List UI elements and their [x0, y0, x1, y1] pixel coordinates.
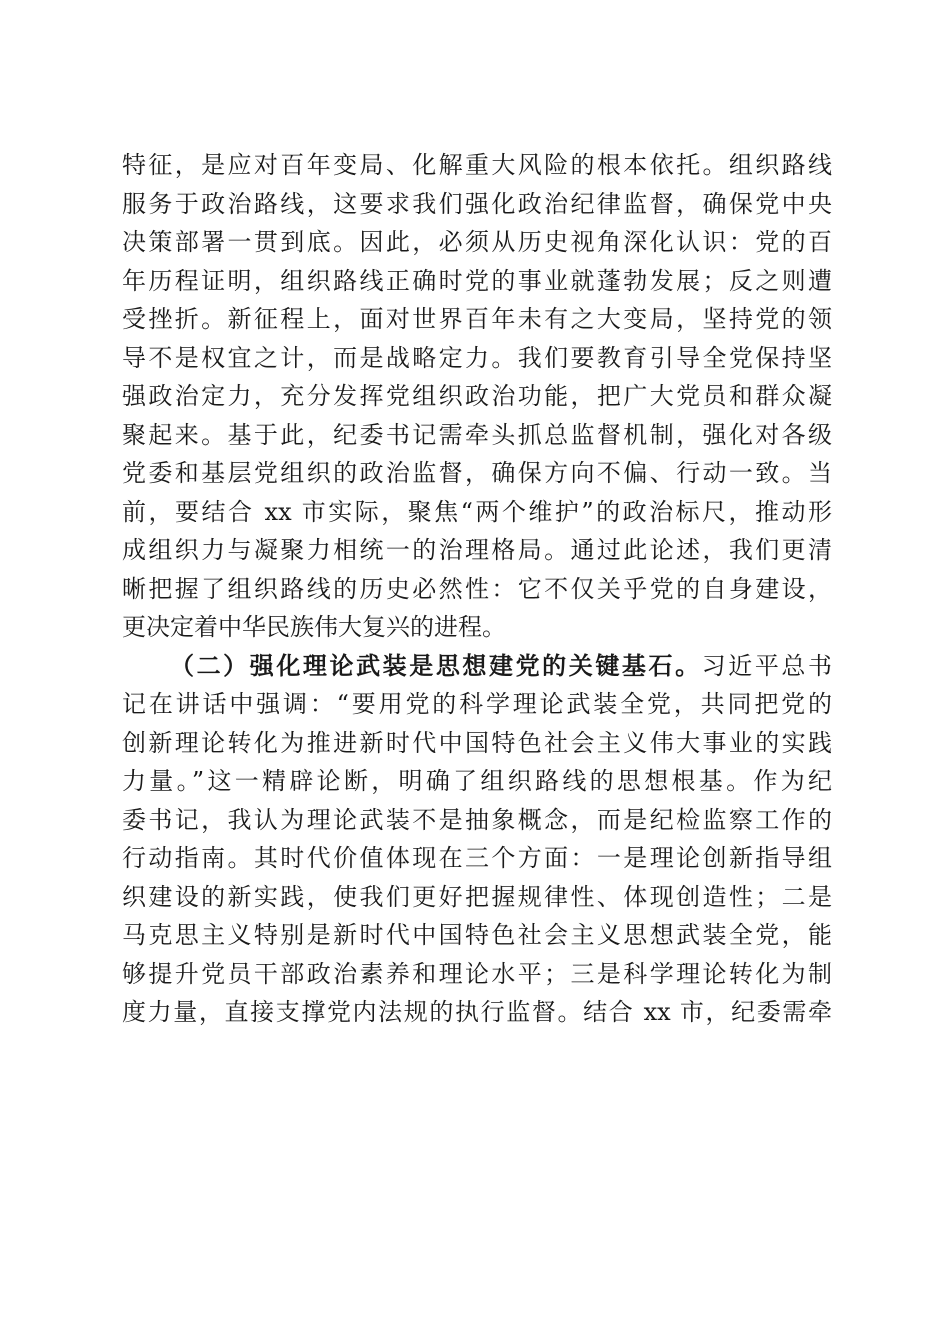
paragraph-line: 织建设的新实践，使我们更好把握规律性、体现创造性；二是 — [122, 882, 832, 911]
paragraph-2 — [122, 647, 832, 1032]
paragraph-line: 强政治定力，充分发挥党组织政治功能，把广大党员和群众凝 — [122, 382, 832, 410]
paragraph-first-line — [122, 647, 832, 686]
paragraph-line: 更决定着中华民族伟大复兴的进程。 — [122, 613, 506, 641]
paragraph-line: 力量。”这一精辟论断，明确了组织路线的思想根基。作为纪 — [122, 767, 832, 795]
paragraph-line: 行动指南。其时代价值体现在三个方面：一是理论创新指导组 — [122, 844, 832, 872]
paragraph-line: 够提升党员干部政治素养和理论水平；三是科学理论转化为制 — [122, 959, 832, 988]
paragraph-line: 度力量，直接支撑党内法规的执行监督。结合 xx 市，纪委需牵 — [122, 998, 832, 1026]
paragraph-line: 特征，是应对百年变局、化解重大风险的根本依托。组织路线 — [122, 151, 832, 179]
paragraph-line: 导不是权宜之计，而是战略定力。我们要教育引导全党保持坚 — [122, 343, 832, 372]
paragraph-line: 成组织力与凝聚力相统一的治理格局。通过此论述，我们更清 — [122, 536, 832, 564]
paragraph-line: 记在讲话中强调：“要用党的科学理论武装全党，共同把党的 — [122, 690, 832, 718]
paragraph-line: 前，要结合 xx 市实际，聚焦“两个维护”的政治标尺，推动形 — [122, 497, 832, 526]
paragraph-line: 年历程证明，组织路线正确时党的事业就蓬勃发展；反之则遭 — [122, 266, 832, 295]
document-body — [122, 146, 832, 1032]
paragraph-line: 聚起来。基于此，纪委书记需牵头抓总监督机制，强化对各级 — [122, 420, 832, 449]
paragraph-line: 服务于政治路线，这要求我们强化政治纪律监督，确保党中央 — [122, 189, 832, 218]
paragraph-line-rest: 习近平总书 — [701, 651, 833, 680]
paragraph-1 — [122, 146, 832, 647]
section-heading: （二）强化理论武装是思想建党的关键基石。 — [170, 650, 702, 680]
paragraph-line: 创新理论转化为推进新时代中国特色社会主义伟大事业的实践 — [122, 728, 832, 757]
paragraph-line: 受挫折。新征程上，面对世界百年未有之大变局，坚持党的领 — [122, 305, 832, 333]
paragraph-line: 马克思主义特别是新时代中国特色社会主义思想武装全党，能 — [122, 921, 832, 949]
paragraph-line: 党委和基层党组织的政治监督，确保方向不偏、行动一致。当 — [122, 459, 832, 487]
paragraph-line: 委书记，我认为理论武装不是抽象概念，而是纪检监察工作的 — [122, 805, 832, 834]
paragraph-line: 决策部署一贯到底。因此，必须从历史视角深化认识：党的百 — [122, 228, 832, 256]
paragraph-line: 晰把握了组织路线的历史必然性：它不仅关乎党的自身建设， — [122, 574, 832, 603]
